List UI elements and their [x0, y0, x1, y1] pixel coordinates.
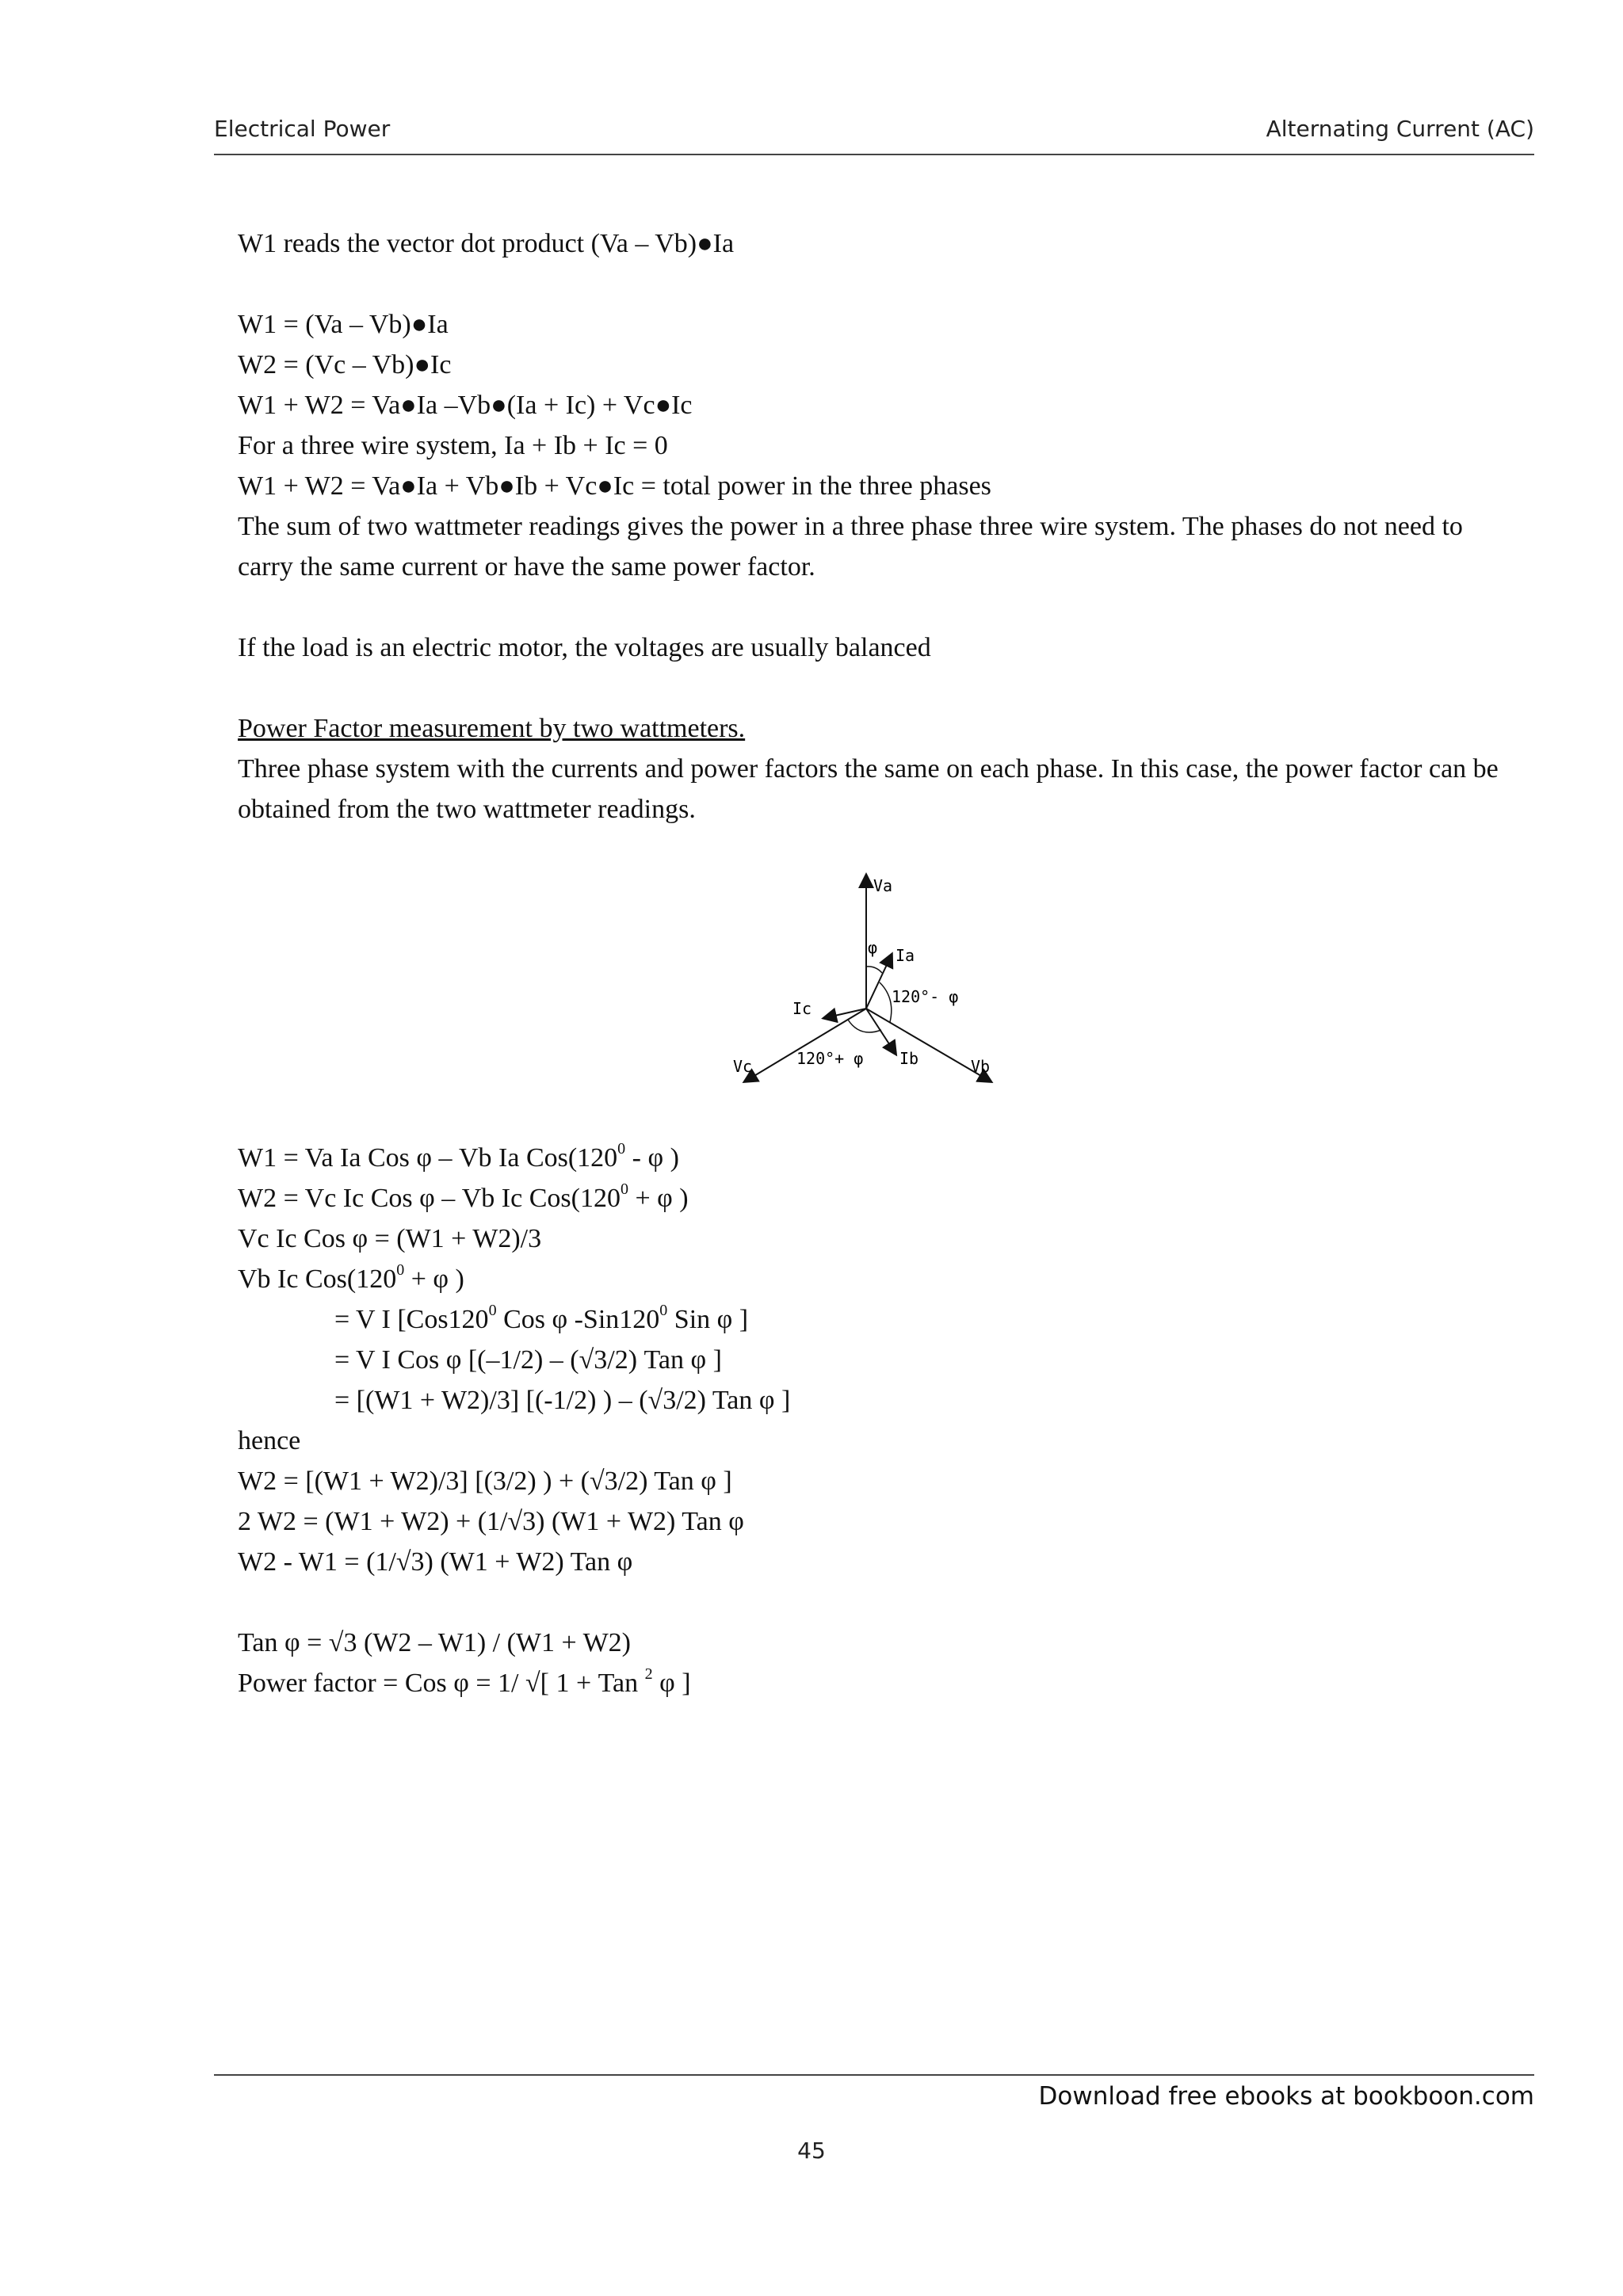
text-line: W1 reads the vector dot product (Va – Vb)●Ia: [238, 229, 735, 258]
vb-label: Vb: [971, 1057, 991, 1076]
ic-label: Ic: [792, 999, 812, 1018]
equation-line: W2 = Vc Ic Cos φ – Vb Ic $Cos(120^0 + \varphi$ ): [238, 1180, 689, 1213]
equation-line: W1 = (Va – Vb)●Ia: [238, 310, 449, 339]
text-line: For a three wire system, Ia + Ib + Ic = 0: [238, 431, 668, 460]
paragraph: Three phase system with the currents and power factors the same on each phase. In this case, the power factor can be obtained from the two wattmeter readings.: [238, 754, 1499, 824]
header-chapter: Alternating Current (AC): [1266, 116, 1534, 142]
equation-line: Vb Ic $Cos(120^0 + \varphi$ ): [238, 1261, 464, 1294]
ia-label: Ia: [896, 946, 915, 965]
equation-line: W2 = [(W1 + W2)/3] [(3/2) ) + (√3/2) Tan φ ]: [238, 1466, 732, 1496]
intro-text-block: [238, 223, 1522, 830]
section-heading: Power Factor measurement by two wattmeters.: [238, 714, 746, 743]
paragraph: The sum of two wattmeter readings gives the power in a three phase three wire system. The phases do not need to carry the same current or have the same power factor.: [238, 512, 1463, 582]
equation-line: W2 - W1 = (1/√3) (W1 + W2) Tan φ: [238, 1547, 633, 1577]
equation-line: = V I Cos φ [(–1/2) – (√3/2) Tan φ ]: [334, 1345, 722, 1375]
phi-arc: [866, 967, 882, 973]
vc-label: Vc: [733, 1057, 753, 1076]
ib-label: Ib: [899, 1049, 919, 1068]
ia-phasor: [866, 955, 892, 1009]
text-line: hence: [238, 1426, 301, 1455]
footer-link-text: Download free ebooks at bookboon.com: [1038, 2082, 1534, 2111]
phi-label: φ: [868, 938, 878, 957]
header-title: Electrical Power: [214, 116, 391, 142]
angle-plus-label: 120°+ φ: [796, 1049, 864, 1068]
text-line: If the load is an electric motor, the voltages are usually balanced: [238, 633, 931, 662]
equation-line: Tan φ = √3 (W2 – W1) / (W1 + W2): [238, 1628, 631, 1657]
phasor-diagram: [729, 868, 1014, 1097]
equation-line: W1 = Va Ia Cos φ – Vb Ia $Cos(120^0$ - φ ): [238, 1139, 679, 1173]
equation-line: W2 = (Vc – Vb)●Ic: [238, 350, 452, 379]
equation-line: Power factor = Cos φ = 1/ √[ 1 + Tan $^2$ φ ]: [238, 1665, 691, 1698]
header-divider: [214, 154, 1534, 155]
angle-minus-label: 120°- φ: [892, 987, 959, 1006]
equation-line: W1 + W2 = Va●Ia –Vb●(Ia + Ic) + Vc●Ic: [238, 391, 693, 420]
footer-divider: [214, 2074, 1534, 2076]
equation-line: W1 + W2 = Va●Ia + Vb●Ib + Vc●Ic = total power in the three phases: [238, 471, 991, 501]
angle-arc-plus: [848, 1020, 881, 1032]
equation-line: 2 W2 = (W1 + W2) + (1/√3) (W1 + W2) Tan φ: [238, 1507, 744, 1536]
va-label: Va: [873, 876, 893, 895]
vc-phasor: [745, 1009, 866, 1081]
equation-line: = V I [$Cos120^0$ Cos φ $-Sin120^0$ Sin φ ]: [334, 1301, 749, 1334]
angle-arc-minus: [880, 982, 892, 1022]
page-number: 45: [797, 2138, 826, 2164]
equation-line: Vc Ic Cos φ = (W1 + W2)/3: [238, 1224, 542, 1253]
ic-phasor: [824, 1009, 866, 1018]
equation-line: = [(W1 + W2)/3] [(-1/2) ) – (√3/2) Tan φ ]: [334, 1386, 791, 1415]
equations-block: [238, 1138, 1522, 1703]
